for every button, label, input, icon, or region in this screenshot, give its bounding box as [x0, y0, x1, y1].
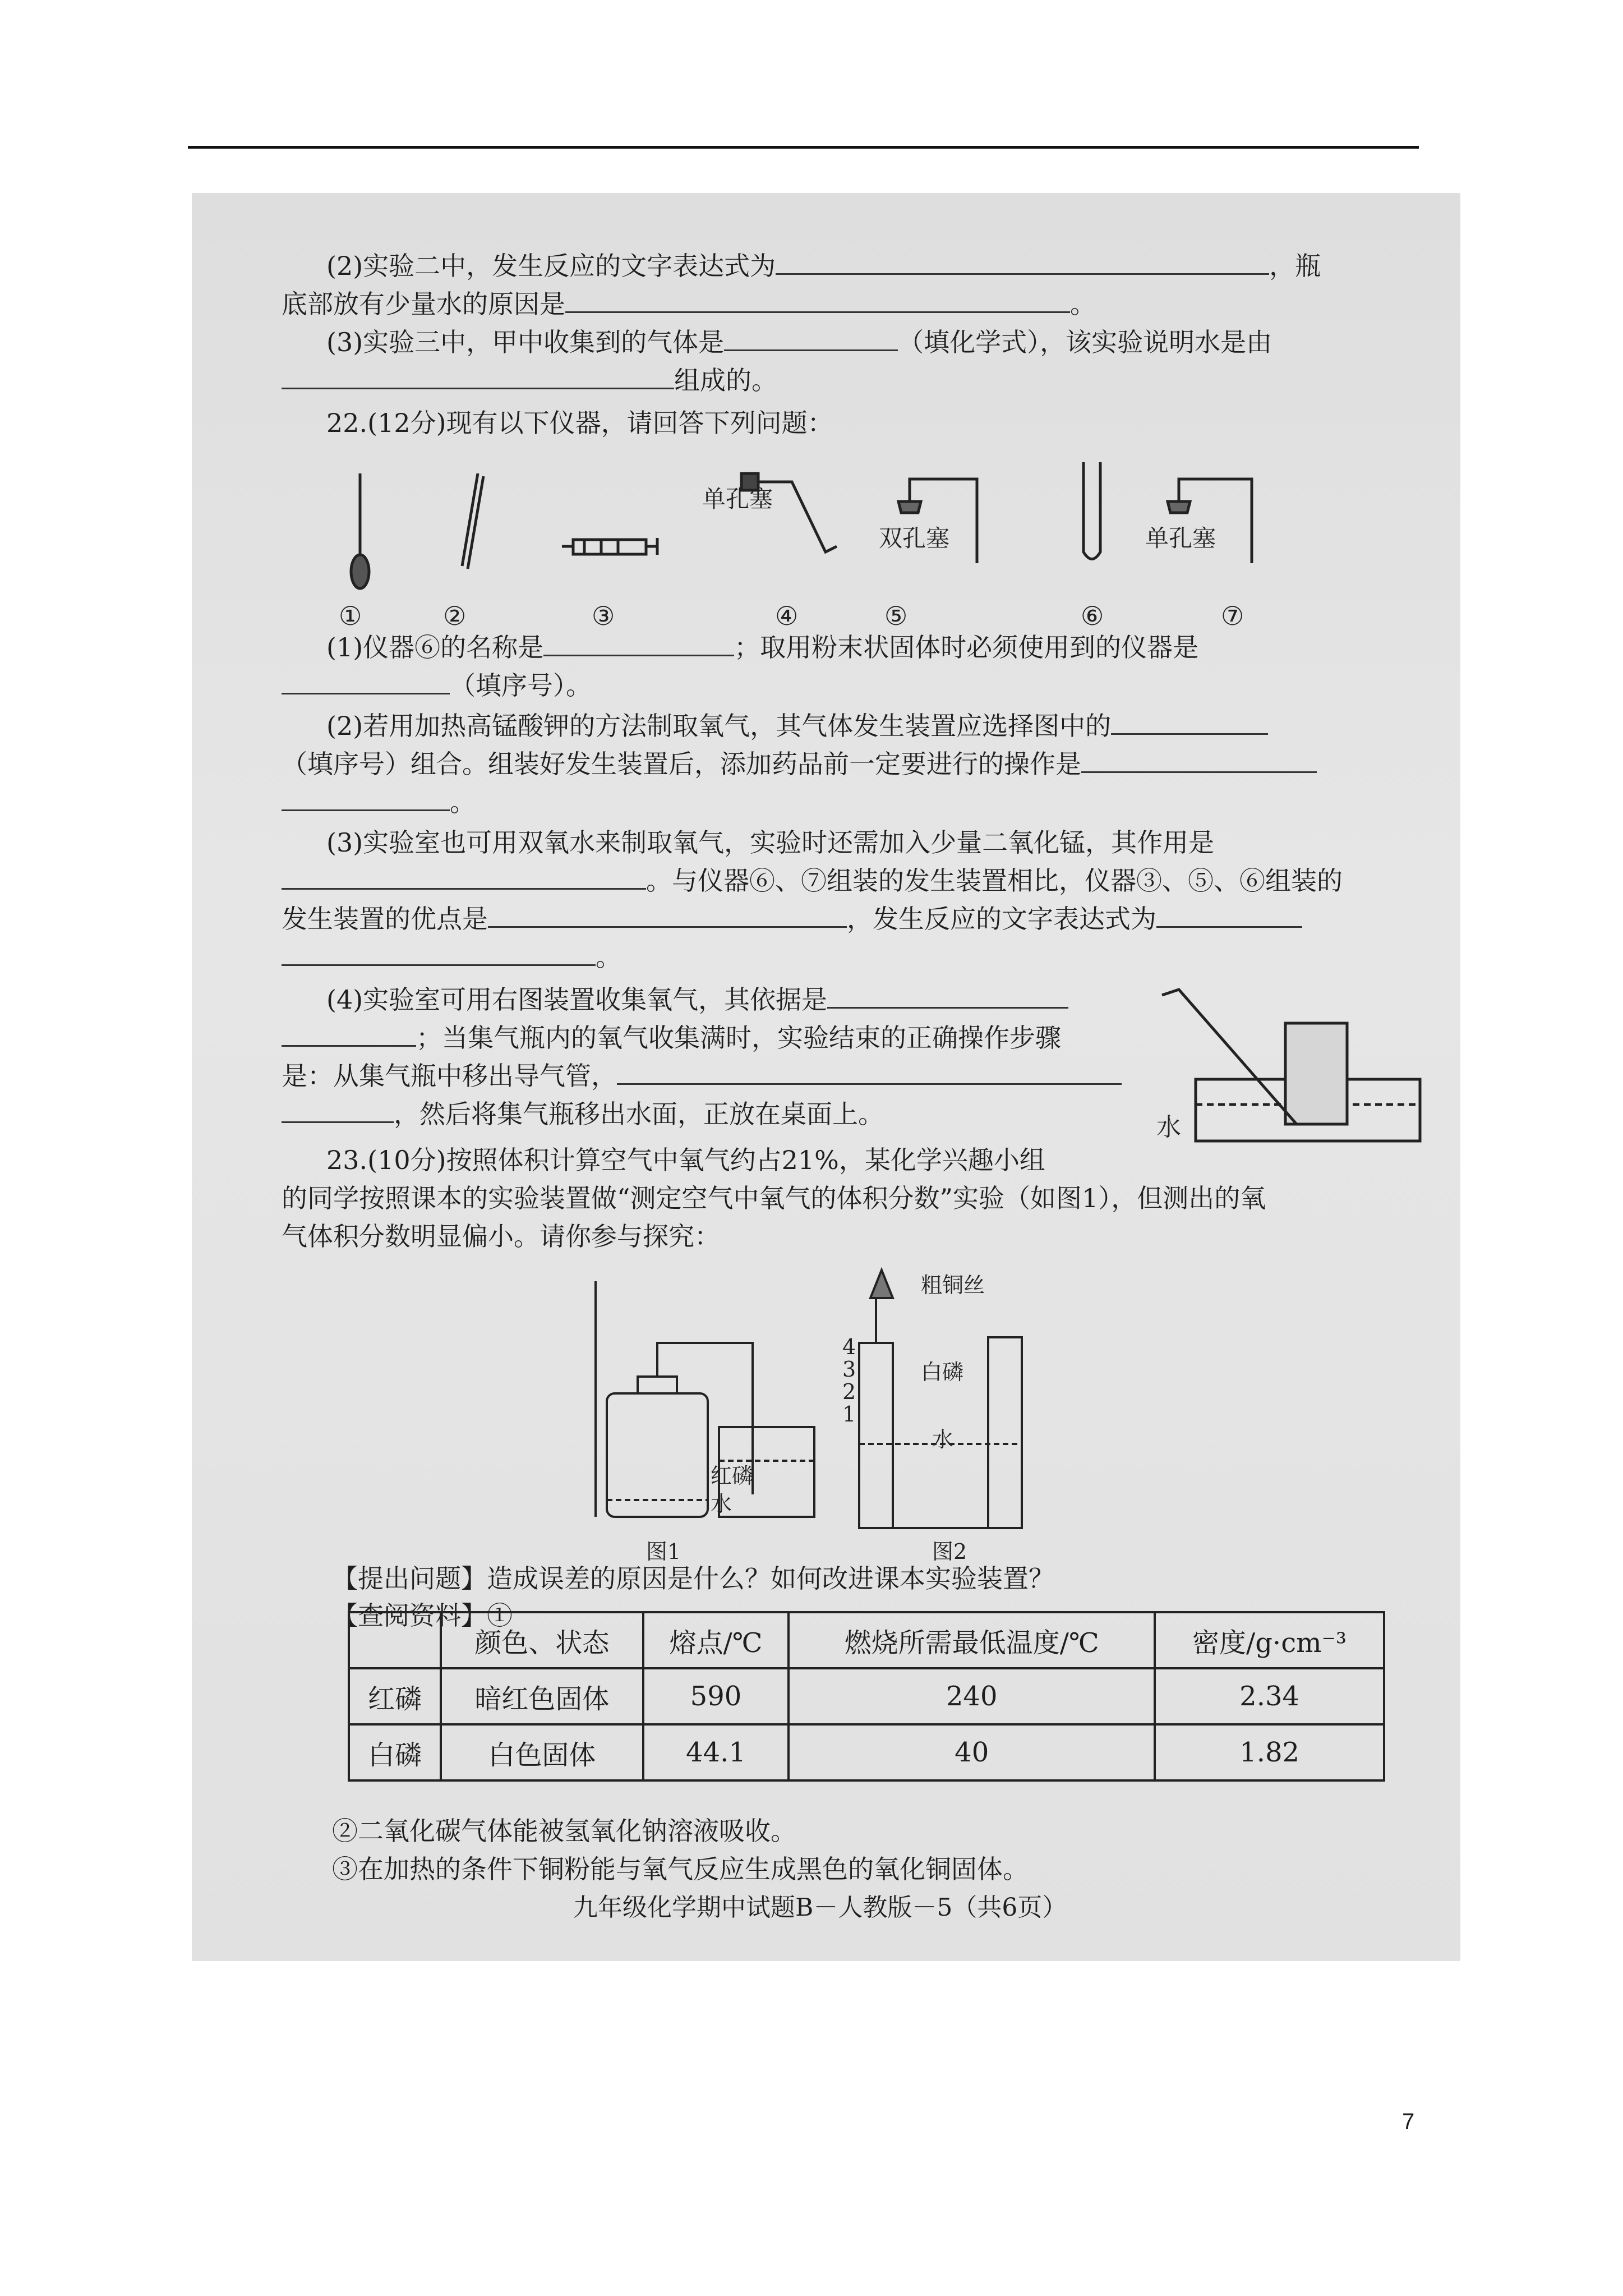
fig1-water-label: 水 — [711, 1492, 732, 1516]
fig2-water-label: 水 — [932, 1427, 954, 1452]
q22-part2-line2 — [282, 747, 1317, 781]
page-footer: 九年级化学期中试题B－人教版－5（共6页） — [573, 1893, 1067, 1922]
q22-part1-line2 — [282, 669, 592, 702]
fig1-red-phosphorus-label: 红磷 — [711, 1464, 754, 1488]
answer-blank[interactable] — [776, 251, 1269, 275]
instrument-number: ⑥ — [1081, 601, 1104, 631]
q21-p2-text: (2)实验二中，发生反应的文字表达式为 — [326, 251, 776, 281]
phosphorus-data-table — [348, 1611, 1385, 1782]
q21-p2-text-d: 。 — [1070, 289, 1096, 319]
page-number: 7 — [1402, 2109, 1415, 2134]
table-row — [349, 1724, 1384, 1780]
q23-line1: 23.(10分)按照体积计算空气中氧气约占21%，某化学兴趣小组 — [326, 1145, 1045, 1175]
q22-p1-text-c: （填序号）。 — [450, 670, 592, 701]
q22-part4-line3 — [282, 1059, 1122, 1093]
q22-p1-text-b: ；取用粉末状固体时必须使用到的仪器是 — [734, 632, 1199, 662]
q22-p2-text: (2)若用加热高锰酸钾的方法制取氧气，其气体发生装置应选择图中的 — [326, 711, 1112, 741]
q22-part4-line — [326, 983, 1068, 1016]
q22-part1-line — [326, 631, 1198, 664]
q22-part4-line2 — [282, 1021, 1061, 1055]
q22-part3-line2 — [282, 864, 1343, 898]
answer-blank[interactable] — [282, 1023, 416, 1047]
double-hole-stopper-icon — [898, 501, 921, 513]
answer-blank[interactable] — [1156, 904, 1302, 928]
q22-p4-text: (4)实验室可用右图装置收集氧气，其依据是 — [326, 984, 828, 1015]
scale-mark: 4 — [842, 1335, 856, 1359]
fig2-white-phosphorus-label: 白磷 — [921, 1360, 964, 1384]
fig1-caption: 图1 — [646, 1539, 681, 1564]
answer-blank[interactable] — [282, 365, 674, 389]
table-cell: 红磷 — [349, 1668, 441, 1724]
q22-title: 22.(12分)现有以下仪器，请回答下列问题： — [326, 408, 833, 438]
table-header-cell: 燃烧所需最低温度/℃ — [789, 1612, 1155, 1668]
q23-question: 【提出问题】造成误差的原因是什么？如何改进课本实验装置？ — [332, 1563, 1054, 1594]
table-header-row — [349, 1612, 1384, 1668]
answer-blank[interactable] — [282, 787, 450, 811]
q23-note3: ③在加热的条件下铜粉能与氧气反应生成黑色的氧化铜固体。 — [332, 1854, 1029, 1884]
q23-line2: 的同学按照课本的实验装置做“测定空气中氧气的体积分数”实验（如图1），但测出的氧 — [282, 1183, 1266, 1213]
q22-p3-text-d: ，发生反应的文字表达式为 — [847, 904, 1156, 934]
q21-part3-line — [326, 325, 1272, 359]
label-single-hole-2: 单孔塞 — [1145, 524, 1216, 552]
q22-p4-text-c: 是：从集气瓶中移出导气管， — [282, 1061, 617, 1091]
test-tube-icon — [1083, 462, 1100, 559]
graduated-tube-icon — [859, 1343, 893, 1528]
q22-part4-line4 — [282, 1097, 884, 1131]
q21-p2-text-c: 底部放有少量水的原因是 — [282, 289, 565, 319]
q22-part3-line — [326, 826, 1214, 859]
scale-mark: 1 — [842, 1402, 856, 1427]
q22-part2-line3 — [282, 785, 476, 819]
answer-blank[interactable] — [617, 1061, 1122, 1085]
q22-part3-line3 — [282, 902, 1302, 936]
table-header-cell: 密度/g·cm⁻³ — [1155, 1612, 1384, 1668]
answer-blank[interactable] — [565, 289, 1070, 313]
q22-p3-text-e: 。 — [596, 942, 621, 972]
answer-blank[interactable] — [282, 670, 450, 694]
answer-blank[interactable] — [1111, 711, 1268, 735]
instrument-number: ③ — [592, 601, 615, 631]
q21-part3-line2 — [282, 364, 777, 397]
label-double-hole: 双孔塞 — [879, 524, 950, 552]
header-rule — [188, 146, 1419, 149]
q22-p4-text-d: ，然后将集气瓶移出水面，正放在桌面上。 — [394, 1099, 884, 1129]
q21-p3-text: (3)实验三中，甲中收集到的气体是 — [326, 327, 725, 357]
table-cell: 44.1 — [643, 1724, 789, 1780]
table-header-cell: 熔点/℃ — [643, 1612, 789, 1668]
alcohol-lamp-icon — [870, 1270, 893, 1298]
table-row — [349, 1668, 1384, 1724]
instrument-number: ① — [339, 601, 362, 631]
scale-mark: 2 — [842, 1379, 856, 1404]
q22-p1-text: (1)仪器⑥的名称是 — [326, 632, 544, 662]
fig2-copper-wire-label: 粗铜丝 — [921, 1273, 985, 1297]
table-cell: 590 — [643, 1668, 789, 1724]
scale-mark: 3 — [842, 1357, 856, 1382]
table-cell: 暗红色固体 — [441, 1668, 643, 1724]
table-cell: 白色固体 — [441, 1724, 643, 1780]
q23-line3: 气体积分数明显偏小。请你参与探究： — [282, 1221, 720, 1251]
fig2-caption: 图2 — [932, 1539, 967, 1564]
answer-blank[interactable] — [488, 904, 847, 928]
q23-note2: ②二氧化碳气体能被氢氧化钠溶液吸收。 — [332, 1816, 796, 1846]
answer-blank[interactable] — [282, 866, 646, 890]
table-cell: 白磷 — [349, 1724, 441, 1780]
q22-p2-text-b: （填序号）组合。组装好发生装置后，添加药品前一定要进行的操作是 — [282, 749, 1081, 779]
q21-p3-text-b: （填化学式），该实验说明水是由 — [898, 327, 1272, 357]
single-hole-stopper-2-icon — [1168, 501, 1190, 513]
q22-part2-line — [326, 709, 1268, 743]
q21-p2-text-b: ，瓶 — [1269, 251, 1321, 281]
q21-part2-line — [326, 249, 1321, 283]
answer-blank[interactable] — [1081, 749, 1317, 773]
answer-blank[interactable] — [827, 984, 1068, 1009]
water-collection-figure — [1156, 984, 1448, 1163]
label-single-hole: 单孔塞 — [702, 485, 773, 513]
q21-part2-line2 — [282, 287, 1096, 321]
gas-bottle-icon — [607, 1393, 708, 1517]
table-header-cell — [349, 1612, 441, 1668]
answer-blank[interactable] — [543, 632, 734, 656]
answer-blank[interactable] — [282, 1099, 394, 1123]
q22-p3-text: (3)实验室也可用双氧水来制取氧气，实验时还需加入少量二氧化锰，其作用是 — [326, 827, 1215, 858]
q22-p3-text-c: 发生装置的优点是 — [282, 904, 488, 934]
instrument-number: ⑤ — [884, 601, 908, 631]
table-cell: 40 — [789, 1724, 1155, 1780]
tube-icon — [988, 1337, 1022, 1528]
experiment-figures — [584, 1259, 1313, 1573]
q22-p4-text-b: ；当集气瓶内的氧气收集满时，实验结束的正确操作步骤 — [416, 1023, 1061, 1053]
instrument-number: ② — [443, 601, 467, 631]
table-cell: 240 — [789, 1668, 1155, 1724]
water-label: 水 — [1156, 1113, 1181, 1142]
answer-blank[interactable] — [282, 942, 596, 966]
q22-p2-text-c: 。 — [450, 787, 476, 817]
table-cell: 1.82 — [1155, 1724, 1384, 1780]
instrument-number: ④ — [775, 601, 799, 631]
q22-p3-text-b: 。与仪器⑥、⑦组装的发生装置相比，仪器③、⑤、⑥组装的 — [646, 866, 1343, 896]
q22-part3-line4 — [282, 940, 621, 974]
table-cell: 2.34 — [1155, 1668, 1384, 1724]
table-header-cell: 颜色、状态 — [441, 1612, 643, 1668]
glass-rod-icon — [462, 473, 483, 569]
q21-p3-text-c: 组成的。 — [674, 365, 777, 395]
instrument-number: ⑦ — [1221, 601, 1244, 631]
answer-blank[interactable] — [724, 327, 898, 351]
q23-reference-heading: 【查阅资料】① — [332, 1600, 513, 1631]
